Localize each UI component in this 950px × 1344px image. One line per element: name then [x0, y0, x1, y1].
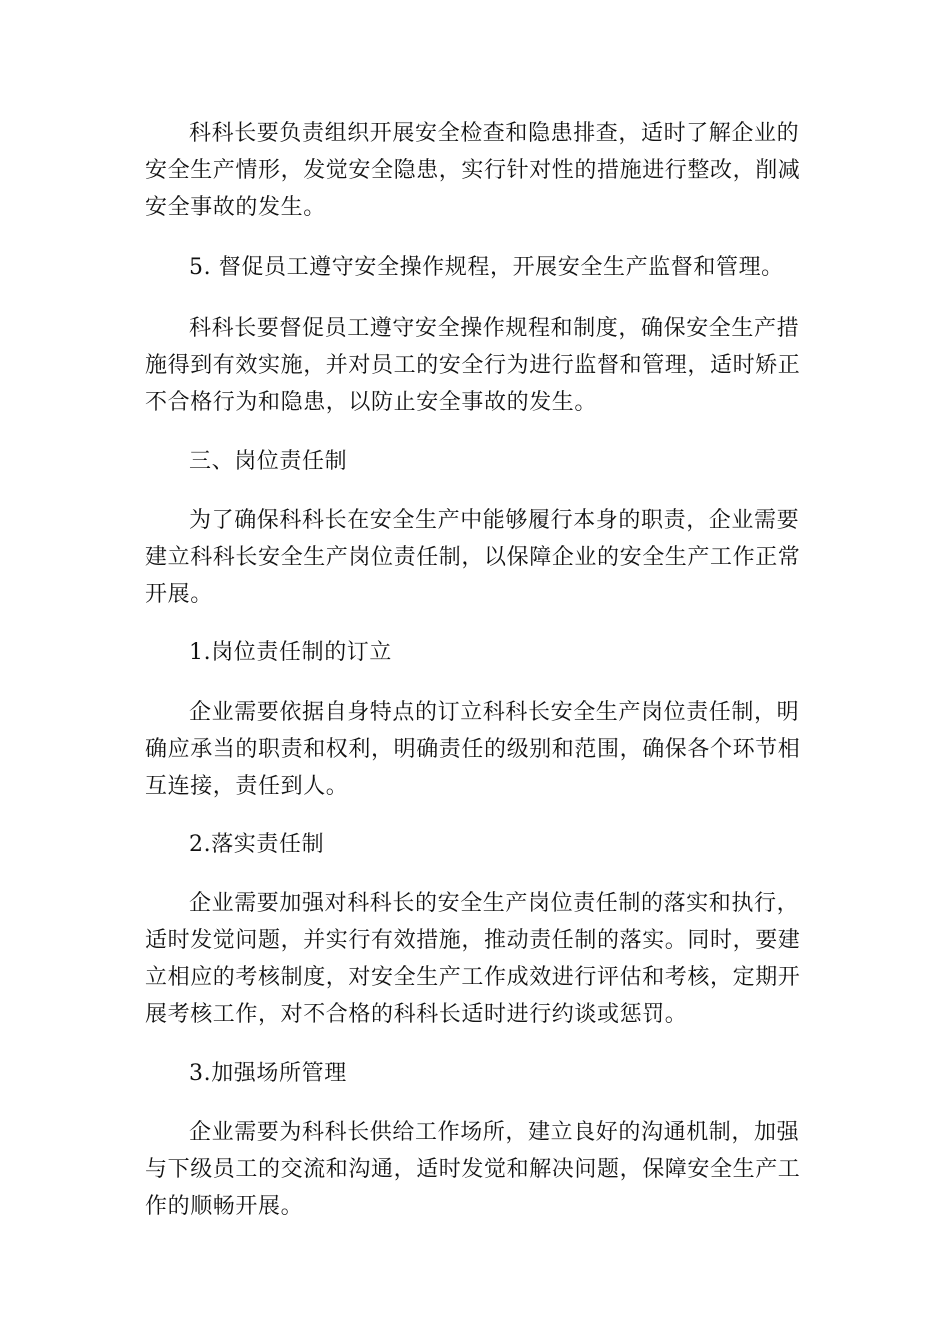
text-line: 5. 督促员工遵守安全操作规程，开展安全生产监督和管理。: [189, 255, 784, 280]
text-line: 三、岗位责任制: [189, 449, 348, 474]
section-heading-responsibility-system: [145, 443, 795, 480]
text-line: 为了确保科科长在安全生产中能够履行本身的职责，企业需要: [189, 508, 800, 533]
text-line: 科科长要督促员工遵守安全操作规程和制度，确保安全生产措: [189, 316, 800, 341]
paragraph-formulation: [145, 694, 801, 805]
text-line: 开展。: [145, 582, 213, 607]
paragraph-supervise-employees: [145, 310, 801, 421]
text-line: 展考核工作，对不合格的科科长适时进行约谈或惩罚。: [145, 1002, 688, 1027]
text-line: 企业需要加强对科科长的安全生产岗位责任制的落实和执行，: [189, 891, 800, 916]
text-line: 立相应的考核制度，对安全生产工作成效进行评估和考核，定期开: [145, 965, 801, 990]
subheading-2: [145, 826, 795, 863]
paragraph-workplace: [145, 1114, 801, 1225]
text-line: 确应承当的职责和权利，明确责任的级别和范围，确保各个环节相: [145, 737, 801, 762]
paragraph-safety-inspection: [145, 115, 801, 226]
text-line: 科科长要负责组织开展安全检查和隐患排查，适时了解企业的: [189, 121, 800, 146]
text-line: 施得到有效实施，并对员工的安全行为进行监督和管理，适时矫正: [145, 353, 801, 378]
text-line: 企业需要依据自身特点的订立科科长安全生产岗位责任制，明: [189, 700, 800, 725]
paragraph-establish-system: [145, 502, 801, 613]
text-line: 1.岗位责任制的订立: [189, 640, 392, 665]
text-line: 不合格行为和隐患，以防止安全事故的发生。: [145, 390, 598, 415]
text-line: 2.落实责任制: [189, 832, 325, 857]
text-line: 安全生产情形，发觉安全隐患，实行针对性的措施进行整改，削减: [145, 158, 801, 183]
text-line: 作的顺畅开展。: [145, 1194, 304, 1219]
text-line: 企业需要为科科长供给工作场所，建立良好的沟通机制，加强: [189, 1120, 800, 1145]
text-line: 与下级员工的交流和沟通，适时发觉和解决问题，保障安全生产工: [145, 1157, 801, 1182]
text-line: 建立科科长安全生产岗位责任制，以保障企业的安全生产工作正常: [145, 545, 801, 570]
text-line: 适时发觉问题，并实行有效措施，推动责任制的落实。同时，要建: [145, 928, 801, 953]
paragraph-implementation: [145, 885, 801, 1033]
text-line: 3.加强场所管理: [189, 1061, 347, 1086]
subheading-1: [145, 634, 795, 671]
text-line: 安全事故的发生。: [145, 195, 326, 220]
subheading-3: [145, 1055, 795, 1092]
text-line: 互连接，责任到人。: [145, 774, 349, 799]
heading-item-5: [145, 249, 795, 286]
